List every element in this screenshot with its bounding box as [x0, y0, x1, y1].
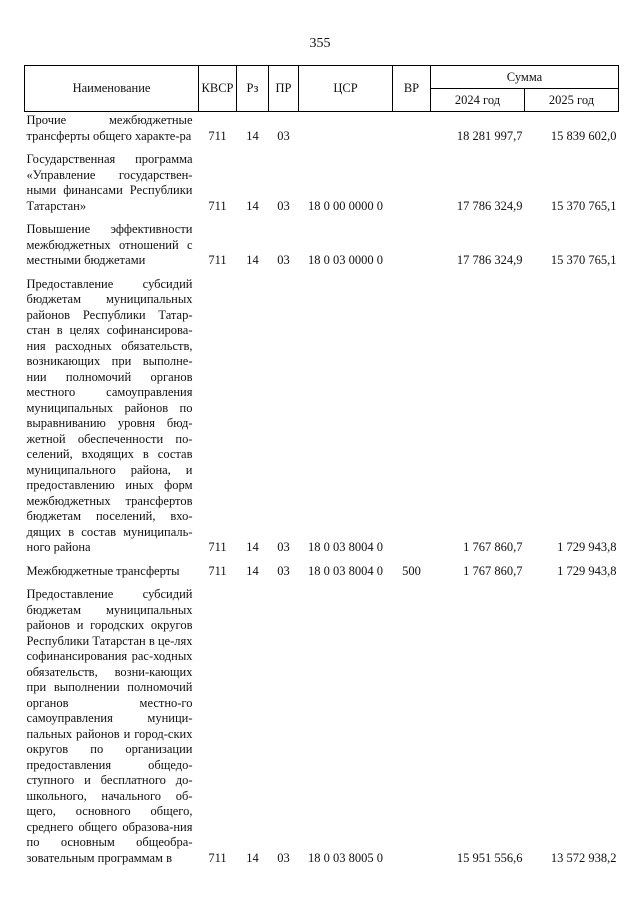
row-name: Прочие межбюджетные трансферты общего характе-ра — [26, 113, 193, 143]
header-name: Наименование — [25, 66, 199, 112]
row-kvsr: 711 — [208, 128, 227, 143]
row-sum-2025: 15 839 602,0 — [550, 128, 617, 143]
row-vr — [393, 151, 431, 215]
row-kvsr: 711 — [208, 540, 227, 554]
row-pr: 03 — [277, 198, 290, 213]
row-vr — [393, 221, 431, 270]
row-csr: 18 0 03 8004 0 — [308, 540, 383, 554]
row-rz: 14 — [246, 540, 259, 554]
header-sum: Сумма — [431, 66, 619, 89]
row-kvsr: 711 — [208, 198, 227, 213]
row-sum-2024: 18 281 997,7 — [456, 128, 523, 143]
row-name: Государственная программа «Управление государствен-ными финансами Республики Татарстан» — [26, 152, 193, 213]
header-vr: ВР — [393, 66, 431, 112]
table-row — [25, 586, 619, 867]
row-sum-2024: 17 786 324,9 — [456, 198, 523, 213]
row-csr — [299, 112, 393, 146]
row-csr: 18 0 03 8005 0 — [308, 850, 383, 865]
row-sum-2025: 1 729 943,8 — [557, 563, 617, 578]
row-kvsr: 711 — [208, 253, 227, 267]
table-row — [25, 276, 619, 557]
row-pr: 03 — [277, 850, 290, 865]
row-pr: 03 — [277, 540, 290, 554]
header-pr: ПР — [269, 66, 299, 112]
table-row — [25, 112, 619, 146]
row-rz: 14 — [246, 128, 259, 143]
table-row — [25, 221, 619, 270]
row-sum-2025: 15 370 765,1 — [550, 198, 617, 213]
row-vr: 500 — [402, 563, 421, 578]
row-name: Предоставление субсидий бюджетам муниципальных районов Республики Татар-стан в целях софинансирова-ния расходных обязательств, возникающих при выполне-нии полномочий органов местного самоуправления муниципальных районов по выравниванию уровня бюд-жетной обеспеченности по-селений, входящих в состав муниципального района, и предоставлению иных форм межбюджетных трансфертов бюджетам поселений, вхо-дящих в состав муниципаль-ного района — [26, 276, 193, 554]
row-pr: 03 — [277, 563, 290, 578]
row-pr: 03 — [277, 128, 290, 143]
header-year-2025: 2025 год — [525, 89, 619, 112]
row-sum-2025: 15 370 765,1 — [550, 253, 617, 267]
row-rz: 14 — [246, 253, 259, 267]
header-year-2024: 2024 год — [431, 89, 525, 112]
row-sum-2025: 1 729 943,8 — [557, 540, 617, 554]
row-sum-2024: 1 767 860,7 — [463, 563, 523, 578]
row-sum-2025: 13 572 938,2 — [550, 850, 617, 865]
row-rz: 14 — [246, 850, 259, 865]
header-csr: ЦСР — [299, 66, 393, 112]
row-csr: 18 0 00 0000 0 — [308, 198, 383, 213]
row-csr: 18 0 03 0000 0 — [308, 253, 383, 267]
row-vr — [393, 112, 431, 146]
table-row — [25, 151, 619, 215]
row-csr: 18 0 03 8004 0 — [308, 563, 383, 578]
row-sum-2024: 1 767 860,7 — [463, 540, 523, 554]
table-row — [25, 563, 619, 581]
row-name: Предоставление субсидий бюджетам муниципальных районов и городских округов Республики Татарстан в це-лях софинансирования рас-ходных обязательств, возни-кающих при выполнении полномочий органов местно-го самоуправления муници-пальных районов и город-ских округов по организации предоставления общедо-ступного и бесплатного до-школьного, начального об-щего, основного общего, среднего общего образова-ния по основным общеобра-зовательным программам в — [26, 587, 193, 865]
row-pr: 03 — [277, 253, 290, 267]
row-kvsr: 711 — [208, 563, 227, 578]
header-kvsr: КВСР — [199, 66, 237, 112]
row-sum-2024: 15 951 556,6 — [456, 850, 523, 865]
header-rz: Рз — [237, 66, 269, 112]
row-vr — [393, 586, 431, 867]
row-kvsr: 711 — [208, 850, 227, 865]
row-sum-2024: 17 786 324,9 — [456, 253, 523, 267]
row-vr — [393, 276, 431, 557]
row-name: Повышение эффективности межбюджетных отношений с местными бюджетами — [26, 222, 193, 267]
row-rz: 14 — [246, 563, 259, 578]
page-number: 355 — [309, 36, 331, 51]
budget-table — [24, 65, 619, 867]
row-rz: 14 — [246, 198, 259, 213]
row-name: Межбюджетные трансферты — [26, 563, 180, 578]
